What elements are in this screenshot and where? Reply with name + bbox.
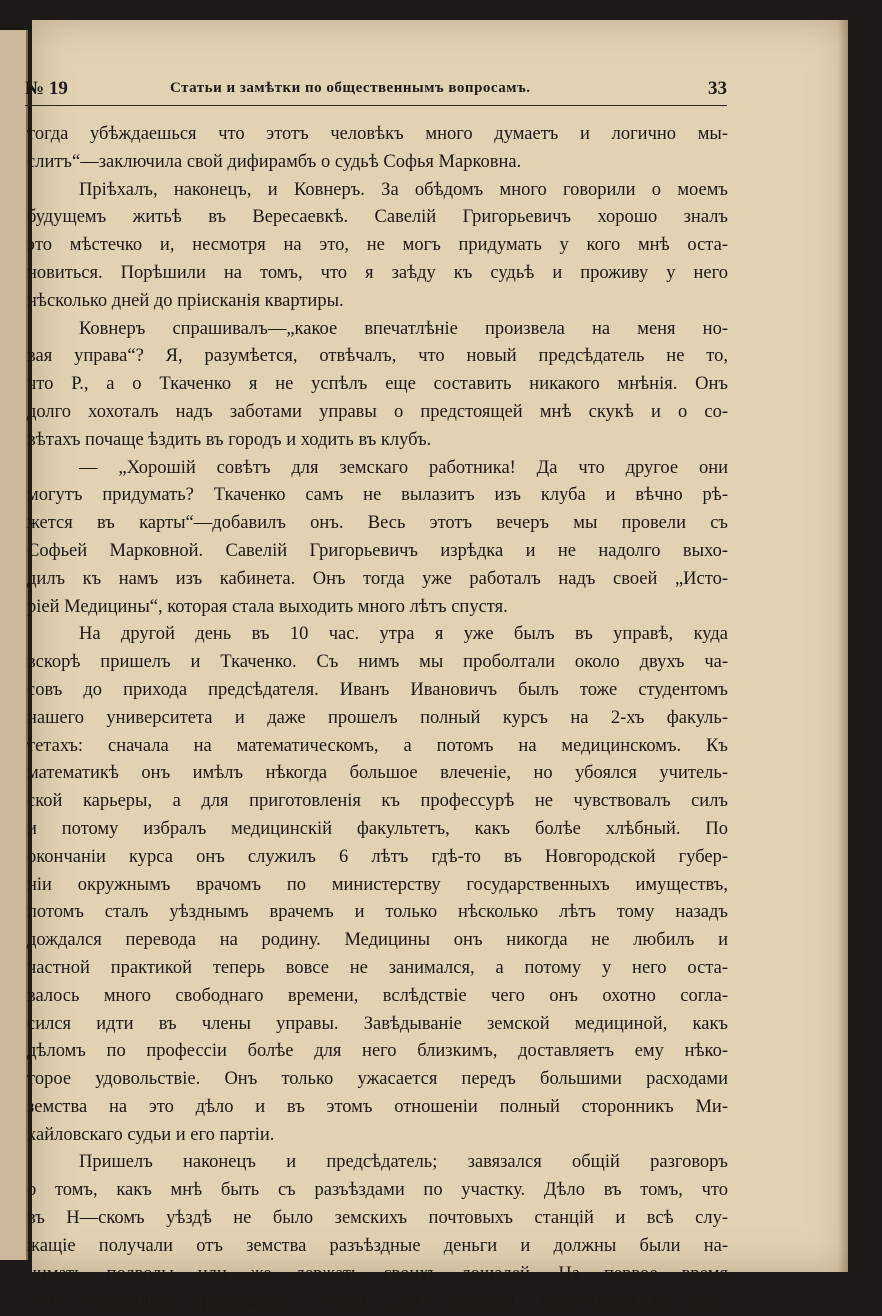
text-line: это мѣстечко и, несмотря на это, не могъ придумать у кого мнѣ оста- [27, 235, 728, 256]
text-line: сился идти въ члены управы. Завѣдываніе земской медициной, какъ [27, 1013, 728, 1034]
text-line: въ Н—скомъ уѣздѣ не было земскихъ почтовыхъ станцій и всѣ слу- [27, 1208, 728, 1229]
text-line: вѣтахъ почаще ѣздить въ городъ и ходить въ клубъ. [27, 429, 432, 450]
text-line: потомъ сталъ уѣзднымъ врачемъ и только нѣсколько лѣтъ тому назадъ [27, 902, 728, 923]
text-line: ской карьеры, а для приготовленія къ профессурѣ не чувствовалъ силъ [27, 791, 728, 812]
text-line: — „Хорошій совѣтъ для земскаго работника! Да что другое они [79, 457, 728, 478]
text-line: Софьей Марковной. Савелій Григорьевичъ изрѣдка и не надолго выхо- [27, 540, 728, 561]
running-title: Статьи и замѣтки по общественнымъ вопросамъ. [170, 80, 531, 96]
issue-number: № 19 [25, 78, 68, 99]
text-line: слитъ“—заключила свой дифирамбъ о судьѣ Софья Марковна. [27, 151, 522, 172]
text-line: будущемъ житьѣ въ Вересаевкѣ. Савелій Григорьевичъ хорошо зналъ [27, 207, 728, 228]
text-line: торое удовольствіе. Онъ только ужасается передъ большими расходами [27, 1069, 728, 1090]
text-line: тетахъ: сначала на математическомъ, а потомъ на медицинскомъ. Къ [27, 735, 728, 756]
text-line: совъ до прихода предсѣдателя. Иванъ Ивановичъ былъ тоже студентомъ [27, 679, 728, 700]
text-line: математикѣ онъ имѣлъ нѣкогда большое влеченіе, но убоялся учитель- [27, 763, 728, 784]
text-line: ріей Медицины“, которая стала выходить много лѣтъ спустя. [27, 596, 508, 617]
text-line: окончаніи курса онъ служилъ 6 лѣтъ гдѣ-то въ Новгородской губер- [27, 846, 728, 867]
text-line: жащіе получали отъ земства разъѣздные деньги и должны были на- [27, 1235, 728, 1256]
text-line: ніи окружнымъ врачомъ по министерству государственныхъ имуществъ, [27, 874, 728, 895]
text-line: что Р., а о Ткаченко я не успѣлъ еще составить никакого мнѣнія. Онъ [27, 374, 728, 395]
text-line: дилъ къ намъ изъ кабинета. Онъ тогда уже работалъ надъ своей „Исто- [27, 568, 728, 589]
header-rule [25, 105, 727, 106]
text-line: вскорѣ пришелъ и Ткаченко. Съ нимъ мы проболтали около двухъ ча- [27, 652, 728, 673]
text-line: нимать подводы или же держать своихъ лошадей. На первое время [27, 1263, 728, 1284]
text-line: хайловскаго судьи и его партіи. [27, 1124, 275, 1145]
text-line: и потому избралъ медицинскій факультетъ, какъ болѣе хлѣбный. По [27, 818, 728, 839]
text-line: нашего университета и даже прошелъ полный курсъ на 2-хъ факуль- [27, 707, 728, 728]
text-line: новиться. Порѣшили на томъ, что я заѣду къ судьѣ и проживу у него [27, 262, 728, 283]
text-line: о томъ, какъ мнѣ быть съ разъѣздами по участку. Дѣло въ томъ, что [27, 1180, 728, 1201]
text-line: На другой день въ 10 час. утра я уже былъ въ управѣ, куда [79, 624, 728, 645]
body-text [27, 121, 728, 1316]
text-line: земства на это дѣло и въ этомъ отношеніи полный сторонникъ Ми- [27, 1096, 728, 1117]
text-line: жется въ карты“—добавилъ онъ. Весь этотъ вечеръ мы провели съ [27, 513, 728, 534]
text-line: Пріѣхалъ, наконецъ, и Ковнеръ. За обѣдомъ много говорили о моемъ [79, 179, 728, 200]
text-line: могутъ придумать? Ткаченко самъ не вылазитъ изъ клуба и вѣчно рѣ- [27, 485, 728, 506]
running-header [25, 78, 725, 106]
text-line: вая управа“? Я, разумѣется, отвѣчалъ, что новый предсѣдатель не то, [27, 346, 728, 367]
text-line: частной практикой теперь вовсе не занимался, а потому у него оста- [27, 957, 728, 978]
page-number: 33 [708, 78, 727, 99]
text-line: тогда убѣждаешься что этотъ человѣкъ много думаетъ и логично мы- [27, 124, 728, 144]
text-line: нѣсколько дней до пріисканія квартиры. [27, 290, 344, 311]
text-line: Ковнеръ спрашивалъ—„какое впечатлѣніе произвела на меня но- [79, 318, 728, 339]
text-line: имъ выдавались разъѣздные листы для взиманія обывательскихъ под- [27, 1291, 728, 1312]
text-line: дождался перевода на родину. Медицины онъ никогда не любилъ и [27, 930, 728, 951]
text-line: долго хохоталъ надъ заботами управы о предстоящей мнѣ скукѣ и о со- [27, 401, 728, 422]
text-line: дѣломъ по профессіи болѣе для него близкимъ, доставляетъ ему нѣко- [27, 1041, 728, 1062]
text-line: валось много свободнаго времени, вслѣдствіе чего онъ охотно согла- [27, 985, 728, 1006]
text-line: Пришелъ наконецъ и предсѣдатель; завязался общій разговоръ [79, 1152, 728, 1173]
previous-page-edge [0, 30, 28, 1260]
